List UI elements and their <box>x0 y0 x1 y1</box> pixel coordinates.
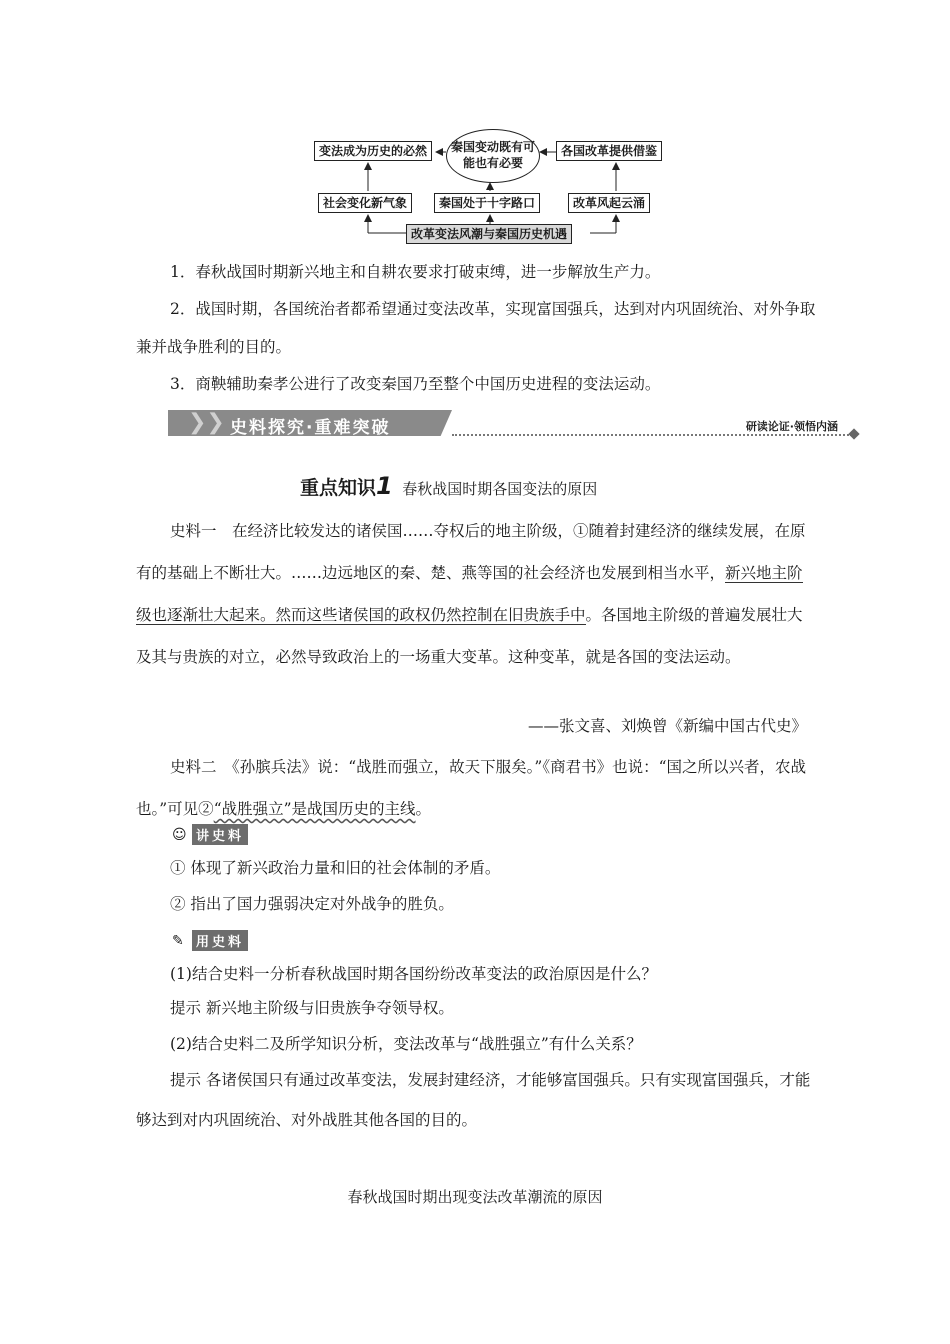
key-point-title: 春秋战国时期各国变法的原因 <box>402 480 598 498</box>
diagram-box-crossroads: 秦国处于十字路口 <box>434 193 540 213</box>
key-point-heading <box>300 472 597 500</box>
diagram-box-reference: 各国改革提供借鉴 <box>556 141 662 161</box>
explain-item-2: ② 指出了国力强弱决定对外战争的胜负。 <box>170 895 454 913</box>
material-1 <box>136 510 816 678</box>
key-point-number: 1 <box>376 472 393 500</box>
summary-point-2: 2．战国时期，各国统治者都希望通过变法改革，实现富国强兵，达到对内巩固统治、对外争取兼并战争胜利的目的。 <box>136 300 816 356</box>
section-header-band <box>168 410 858 438</box>
dotted-rule <box>452 434 852 436</box>
pen-icon: ✎ <box>172 932 184 949</box>
material-2-text-c: 。 <box>415 800 432 818</box>
footer-heading: 春秋战国时期出现变法改革潮流的原因 <box>347 1188 603 1206</box>
explain-item-1: ① 体现了新兴政治力量和旧的社会体制的矛盾。 <box>170 859 501 877</box>
diagram-box-bottom: 改革变法风潮与秦国历史机遇 <box>406 224 572 244</box>
material-1-text-c: 。各国地主阶级的普遍发展壮大及其与贵族的对立，必然导致政治上的一场重大变革。这种变革，就是各国的变法运动。 <box>136 606 803 666</box>
section-subtitle: 研读论证·领悟内涵 <box>745 420 838 433</box>
concept-diagram <box>300 125 680 250</box>
diamond-icon <box>848 428 859 439</box>
diagram-center-text: 秦国变动既有可能也有必要 <box>450 140 535 170</box>
answer-2: 提示 各诸侯国只有通过改革变法，发展封建经济，才能够富国强兵。只有实现富国强兵，才能够达到对内巩固统治、对外战胜其他各国的目的。 <box>136 1071 811 1129</box>
material-2-underlined: “战胜强立”是战国历史的主线 <box>213 800 416 818</box>
question-1: (1)结合史料一分析春秋战国时期各国纷纷改革变法的政治原因是什么？ <box>170 965 657 983</box>
teacher-icon: ☺ <box>172 826 187 843</box>
material-1-source: ——张文喜、刘焕曾《新编中国古代史》 <box>527 717 807 735</box>
diagram-circle-center <box>446 129 540 183</box>
material-1-text-a: 史料一 在经济比较发达的诸侯国……夺权后的地主阶级，①随着封建经济的继续发展，在原有的基础上不断壮大。……边远地区的秦、楚、燕等国的社会经济也发展到相当水平， <box>136 522 806 582</box>
explain-tag-label: 讲史料 <box>192 824 248 845</box>
double-chevron-icon: ❯❯ <box>188 410 225 435</box>
material-1-underlined: 新兴地主阶级也逐渐壮大起来。然而这些诸侯国的政权仍然控制在旧贵族手中 <box>136 564 803 624</box>
key-point-label: 重点知识 <box>300 477 377 499</box>
section-title: 史料探究·重难突破 <box>230 418 391 438</box>
answer-1: 提示 新兴地主阶级与旧贵族争夺领导权。 <box>170 999 454 1017</box>
diagram-box-reform-wave: 改革风起云涌 <box>568 193 650 213</box>
use-tag <box>172 930 248 950</box>
diagram-box-social-change: 社会变化新气象 <box>318 193 412 213</box>
summary-point-1: 1．春秋战国时期新兴地主和自耕农要求打破束缚，进一步解放生产力。 <box>170 263 661 281</box>
material-2-text-a: 史料二 《孙膑兵法》说：“战胜而强立，故天下服矣。”《商君书》也说：“国之所以兴者，农战也。”可见② <box>136 758 807 818</box>
question-2: (2)结合史料二及所学知识分析，变法改革与“战胜强立”有什么关系？ <box>170 1035 642 1053</box>
material-2 <box>136 746 816 830</box>
use-tag-label: 用史料 <box>192 930 248 951</box>
explain-tag <box>172 824 248 844</box>
summary-point-3: 3．商鞅辅助秦孝公进行了改变秦国乃至整个中国历史进程的变法运动。 <box>170 375 661 393</box>
diagram-box-necessity: 变法成为历史的必然 <box>314 141 432 161</box>
